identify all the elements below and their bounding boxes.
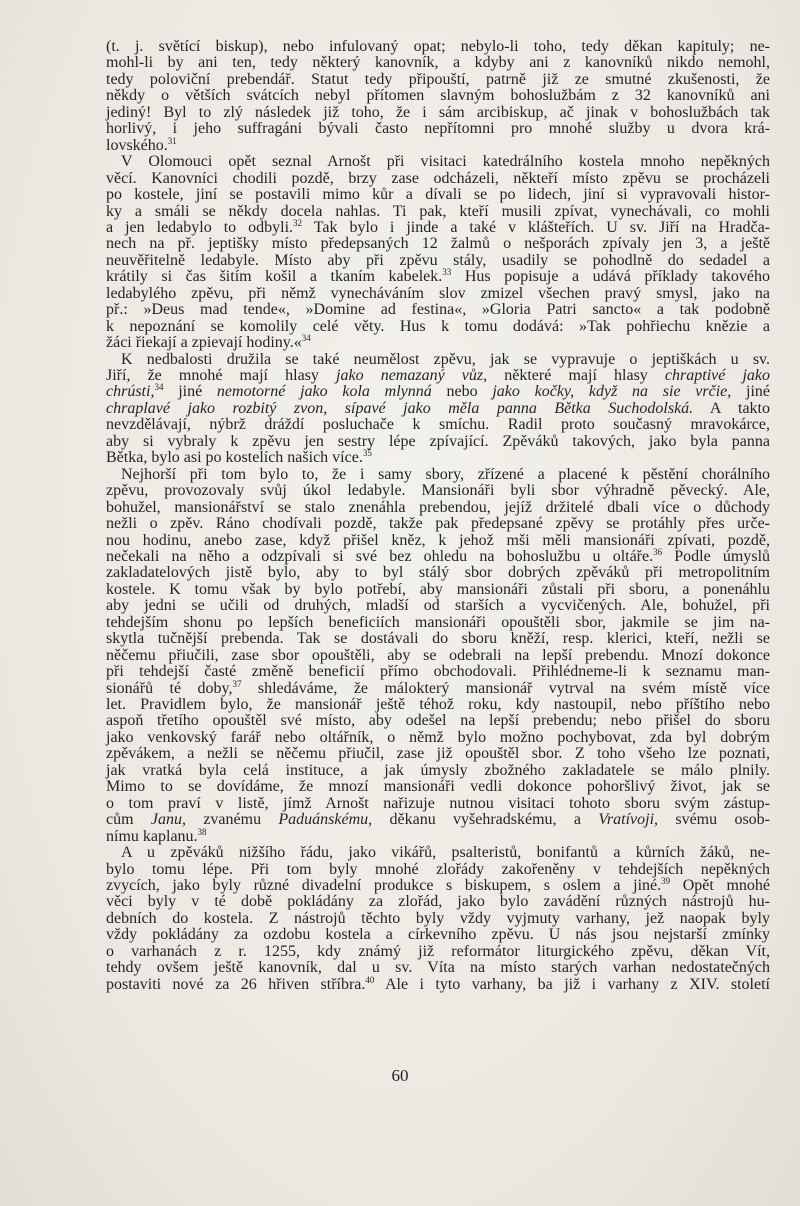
- text-run: Opět mnohé: [670, 876, 771, 894]
- text-run: Tak bylo i jinde a také v klášteřích. U sv. Jiří na Hradča-: [302, 218, 771, 236]
- text-run: Nejhorší při tom bylo to, že i samy sbory, zřízené a placené k pěstění chorálního: [121, 465, 770, 483]
- text-line: [106, 630, 770, 647]
- italic-text: chraplavé jako rozbitý zvon, sípavé jako měla panna Bětka Suchodolská.: [106, 399, 694, 417]
- text-run: děkanu vyšehradskému, a: [372, 811, 599, 829]
- text-run: něčemu přiučili, zase sbor opouštěli, aby se odebrali na lepší prebendu. Mnozí dokonce: [106, 646, 770, 664]
- text-run: Mimo to se dovídáme, že mnozí mansionáři vedli dokonce pohoršlivý život, jak se: [106, 778, 770, 796]
- text-line: [106, 383, 770, 400]
- italic-text: Janu,: [150, 811, 186, 829]
- text-line: [106, 318, 770, 335]
- text-run: V Olomouci opět seznal Arnošt při visitaci katedrálního kostela mnoho nepěkných: [121, 153, 770, 171]
- text-run: lovského.: [106, 136, 168, 154]
- text-run: k nepoznání se komolily celé věty. Hus k tomu dodává: »Tak pohřiechu knězie a: [106, 317, 770, 335]
- text-line: [106, 351, 770, 368]
- text-run: shledáváme, že málokterý mansionář vytrval na svém místě více: [241, 679, 770, 697]
- text-line: [106, 729, 770, 746]
- text-run: Hus popisuje a udává příklady takového: [451, 268, 771, 286]
- text-run: nečekali na něho a odzpívali si své bez ohledu na bohoslužbu u oltáře.: [106, 547, 654, 565]
- text-line: [106, 712, 770, 729]
- italic-text: nemotorné jako kola mlynná: [216, 383, 432, 401]
- text-line: [106, 252, 770, 269]
- text-line: [106, 400, 770, 417]
- text-run: aspoň třetího opouštěl své místo, aby odešel na lepší prebendu; nebo přišel do sboru: [106, 712, 770, 730]
- text-run: a jen ledabylo to odbyli.: [106, 218, 294, 236]
- text-line: [106, 877, 770, 894]
- text-run: věcí. Kanovníci chodili pozdě, brzy zase odcházeli, někteří místo zpěvu se procházeli: [106, 169, 770, 187]
- text-run: mohl-li by ani ten, tedy některý kanovník, a kdyby ani z kanovníků nikdo nemohl,: [106, 54, 770, 72]
- text-line: [106, 235, 770, 252]
- text-line: [106, 71, 770, 88]
- text-run: jiné: [731, 383, 771, 401]
- text-line: [106, 104, 770, 121]
- text-line: [106, 170, 770, 187]
- footnote-ref: 37: [232, 678, 242, 689]
- text-line: [106, 301, 770, 318]
- text-line: [106, 597, 770, 614]
- text-run: ledabylého zpěvu, při němž vynecháváním slov zmizel všechen pravý smysl, jako na: [106, 284, 770, 302]
- footnote-ref: 33: [442, 267, 452, 278]
- footnote-ref: 36: [653, 546, 663, 557]
- text-line: [106, 614, 770, 631]
- text-line: [106, 268, 770, 285]
- italic-text: jako kočky, když na sie vrčie,: [492, 383, 732, 401]
- text-run: věci byly v té době pokládány za zlořád, jako bylo zavádění různých nástrojů hu-: [106, 893, 770, 911]
- text-run: nebo: [431, 383, 493, 401]
- text-line: [106, 153, 770, 170]
- text-line: [106, 828, 770, 845]
- text-line: [106, 515, 770, 532]
- text-line: [106, 663, 770, 680]
- footnote-ref: 31: [167, 135, 177, 146]
- text-line: [106, 943, 770, 960]
- text-line: [106, 844, 770, 861]
- text-line: [106, 762, 770, 779]
- text-run: debních do kostela. Z nástrojů těchto byly vždy vyjmuty varhany, jež naopak byly: [106, 909, 770, 927]
- text-line: [106, 532, 770, 549]
- text-line: [106, 433, 770, 450]
- italic-text: Vratívoji,: [598, 811, 659, 829]
- text-run: aby jedni se učili od druhých, mladší od starších a vycvičených. Ale, bohužel, při: [106, 597, 770, 615]
- text-line: [106, 416, 770, 433]
- footnote-ref: 32: [293, 217, 303, 228]
- text-run: některé mají hlasy: [487, 367, 665, 384]
- footnote-ref: 34: [301, 333, 311, 344]
- text-run: jediný! Byl to zlý následek již toho, že i sám arcibiskup, ač jinak v bohoslužbách tak: [106, 103, 770, 121]
- text-run: nech na př. jeptišky místo předepsaných 12 žalmů o nešporách zpívaly jen 3, a ještě: [106, 235, 770, 253]
- text-run: tedy poloviční prebendář. Statut tedy připouští, patrně již ze smutné zkušenosti, že: [106, 70, 770, 88]
- text-line: [106, 959, 770, 976]
- text-run: A takto: [693, 399, 771, 417]
- text-line: [106, 680, 770, 697]
- italic-text: jako nemazaný vůz,: [336, 367, 488, 384]
- italic-text: chrústi,: [106, 383, 155, 401]
- text-line: [106, 499, 770, 516]
- text-line: [106, 137, 770, 154]
- text-line: [106, 976, 770, 993]
- text-run: postaviti nové za 26 hřiven stříbra.: [106, 975, 366, 993]
- text-run: bylo tomu lépe. Při tom byly mnohé zlořády zakořeněny v tehdejších nepěkných: [106, 860, 770, 878]
- text-run: o varhanách z r. 1255, kdy známý již reformátor liturgického zpěvu, děkan Vít,: [106, 942, 770, 960]
- text-run: A u zpěváků nižšího řádu, jako vikářů, psalteristů, bonifantů a kůrních žáků, ne-: [121, 844, 770, 862]
- text-line: [106, 219, 770, 236]
- text-run: sionářů té doby,: [106, 679, 233, 697]
- text-run: nevzdělávají, nýbrž dráždí posluchače k smíchu. Radil proto současný mravokárce,: [106, 416, 770, 434]
- text-line: [106, 564, 770, 581]
- text-line: [106, 449, 770, 466]
- text-run: aby si vybraly k zpěvu jen sestry lépe zpívající. Zpěváků takových, jako byla panna: [106, 432, 770, 450]
- text-run: horlivý, i jeho suffragáni bývali často nepřítomni pro mnohé služby u dvora krá-: [106, 120, 770, 138]
- text-line: [106, 548, 770, 565]
- text-line: [106, 910, 770, 927]
- text-run: (t. j. světící biskup), nebo infulovaný opat; nebylo-li toho, tedy děkan kapituly; ne-: [106, 38, 770, 55]
- text-line: [106, 334, 770, 351]
- text-line: [106, 367, 770, 384]
- text-line: [106, 186, 770, 203]
- footnote-ref: 35: [362, 448, 372, 459]
- text-run: vždy pokládány za ozdobu kostela a církevního zpěvu. U nás jsou nejstarší zmínky: [106, 926, 770, 944]
- text-line: [106, 745, 770, 762]
- text-run: kostele. K tomu však by bylo potřebí, aby mansionáři zůstali při sboru, a ponenáhlu: [106, 580, 770, 598]
- text-run: jiné: [163, 383, 217, 401]
- text-run: let. Pravidlem bylo, že mansionář ještě téhož roku, kdy nastoupil, nebo příštího nebo: [106, 696, 770, 713]
- footnote-ref: 34: [154, 382, 164, 393]
- text-run: Ale i tyto varhany, ba již i varhany z XIV. století: [374, 975, 770, 993]
- text-run: Podle úmyslů: [662, 547, 771, 565]
- text-run: krátily si čas šitím košil a tkaním kabelek.: [106, 268, 443, 286]
- text-line: [106, 203, 770, 220]
- text-line: [106, 647, 770, 664]
- text-line: [106, 482, 770, 499]
- text-run: bohužel, mansionářství se stalo znenáhla prebendou, jejíž držitelé dbali více o důchody: [106, 498, 770, 516]
- text-run: o tom praví v listě, jímž Arnošt nařizuje nutnou visitaci tohoto sboru svým zástup-: [106, 794, 770, 812]
- text-run: K nedbalosti družila se také neumělost zpěvu, jak se vypravuje o jeptiškách u sv.: [121, 350, 770, 368]
- text-line: [106, 795, 770, 812]
- text-line: [106, 811, 770, 828]
- text-run: zvanému: [185, 811, 279, 829]
- text-line: [106, 893, 770, 910]
- text-run: žáci řiekají a zpievají hodiny.«: [106, 334, 302, 352]
- text-line: [106, 778, 770, 795]
- text-line: [106, 120, 770, 137]
- text-run: nou hodinu, anebo zase, když přišel kněz, k jehož mši měli mansionáři zpívati, pozdě,: [106, 531, 770, 549]
- text-run: zvycích, jako byly různé divadelní produkce s biskupem, s oslem a jiné.: [106, 876, 662, 894]
- footnote-ref: 40: [365, 974, 375, 985]
- text-line: [106, 38, 770, 55]
- page-number: 60: [391, 1066, 409, 1085]
- text-run: nímu kaplanu.: [106, 827, 198, 845]
- footnote-ref: 38: [197, 826, 207, 837]
- text-run: někdy o větších svátcích nebyl přítomen slavným bohoslužbám z 32 kanovníků ani: [106, 87, 770, 105]
- italic-text: Paduánskému,: [278, 811, 373, 829]
- text-run: nežli o zpěv. Ráno chodívali pozdě, takže pak předepsané zpěvy se protáhly přes urče-: [106, 515, 770, 533]
- text-run: ky a smáli se někdy docela nahlas. Ti pak, kteří musili zpívat, vynechávali, co mohli: [106, 202, 770, 220]
- text-run: zpěvu, provozovaly svůj úkol ledabyle. Mansionáři byli sbor výhradně pěvecký. Ale,: [106, 482, 770, 500]
- text-run: př.: »Deus mad tende«, »Domine ad festina«, »Gloria Patri sancto« a tak podobně: [106, 301, 770, 319]
- text-line: [106, 581, 770, 598]
- text-run: svému osob-: [658, 811, 770, 829]
- text-run: při tehdejší časté změně beneficií přímo obchodovali. Přihlédneme-li k seznamu man-: [106, 663, 770, 681]
- text-line: [106, 466, 770, 483]
- text-line: [106, 285, 770, 302]
- text-run: skytla tučnější prebenda. Tak se dostávali do sboru kněží, resp. klerici, kteří, nežli se: [106, 630, 770, 648]
- text-run: po kostele, jiní se postavili mimo kůr a dívali se po lidech, jiní si vypravovali histor-: [106, 186, 770, 204]
- text-run: tehdejším shonu po lepších beneficiích mansionáři opouštěli sbor, jakmile se jim na-: [106, 613, 770, 631]
- text-run: jako venkovský farář nebo oltářník, o němž bylo možno pochybovat, zda byl dobrým: [106, 728, 770, 746]
- text-line: [106, 861, 770, 878]
- text-line: [106, 696, 770, 713]
- text-run: Bětka, bylo asi po kostelích našich více.: [106, 449, 363, 467]
- text-run: zpěvákem, a nežli se něčemu přiučil, zase již opouštěl sbor. Z toho všeho lze poznati,: [106, 745, 770, 763]
- footnote-ref: 39: [661, 875, 671, 886]
- text-run: tehdy ovšem ještě kanovník, dal u sv. Víta na místo starých varhan nedostatečných: [106, 959, 770, 977]
- text-run: neuvěřitelně ledabyle. Místo aby při zpěvu stály, usadily se pohodlně do sedadel a: [106, 251, 770, 269]
- text-line: [106, 54, 770, 71]
- text-run: zakladatelových jistě bylo, aby to byl stálý sbor dobrých zpěváků při metropolitním: [106, 564, 770, 582]
- italic-text: chraptivé jako: [664, 367, 771, 384]
- text-run: jak vratká byla celá instituce, a jak úmysly zbožného zakladatele se málo plnily.: [106, 761, 770, 779]
- text-run: cům: [106, 811, 151, 829]
- text-line: [106, 926, 770, 943]
- text-run: Jiří, že mnohé mají hlasy: [106, 367, 337, 384]
- text-line: [106, 87, 770, 104]
